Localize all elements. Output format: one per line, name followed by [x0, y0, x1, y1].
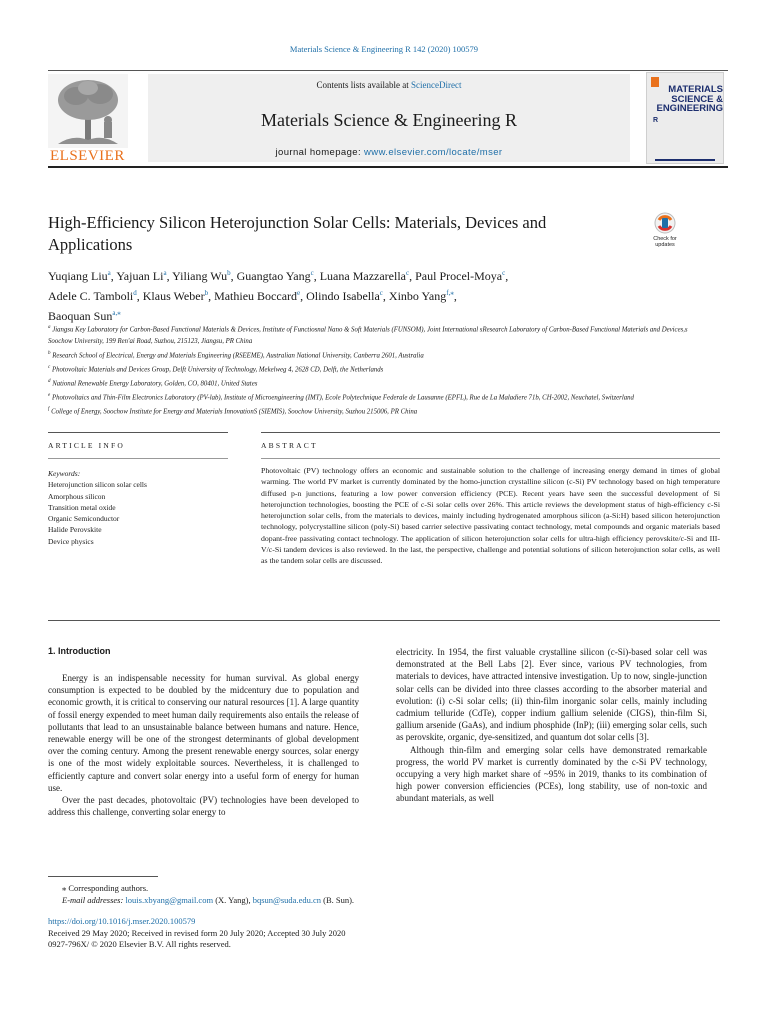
keyword: Transition metal oxide — [48, 502, 116, 512]
author[interactable]: Adele C. Tamboli$^d$ — [48, 289, 137, 303]
keyword: Heterojunction silicon solar cells — [48, 480, 147, 490]
check-for-updates-label[interactable]: Check for updates — [653, 236, 677, 248]
contents-prefix: Contents lists available at — [316, 80, 411, 90]
section-heading-introduction: 1. Introduction — [48, 646, 111, 656]
contents-line — [148, 80, 630, 90]
journal-cover-thumbnail[interactable] — [646, 72, 724, 164]
paragraph: electricity. In 1954, the first valuable crystalline silicon (c-Si)-based solar cell was demonstrated at the Bell Labs [2]. Ever since, various PV technologies, from materials to devices, have attracted intensive investigation. Up to now, single-junction solar cells can be divided into three classes according to the absorber material and evolution: (i) c-Si solar cells; (ii) thin-film inorganic solar cells, mainly including cadmium telluride (CdTe), copper indium gallium selenide (CIGS), thin-film Si, gallium arsenide (GaAs), and indium phosphide (InP); (iii) emerging solar cells, such as perovskite, organic, dye-sensitized, and quantum dot solar cells [3]. — [396, 647, 707, 743]
abstract-text: Photovoltaic (PV) technology offers an economic and sustainable solution to the challenge of increasing energy demand in times of global warming. The world PV market is currently dominated by the homo-junction crystalline silicon (c-Si) PV technology based on high temperature diffused p-n junctions, featuring a low power conversion efficiency (PCE). Recent years have seen the successful development of Si heterojunction technologies, boosting the PCE of c-Si solar cells over 26%. This article reviews the development status of high-efficiency c-Si heterojunction solar cells, from the materials to devices, mainly including hydrogenated amorphous silicon (a-Si:H) based silicon heterojunction technology, polycrystalline silicon (poly-Si) based carrier selective passivating contact technology, metal compounds and organic materials based dopant-free passivating contact technology. The application of silicon heterojunction solar cells for ultra-high efficiency perovskite/c-Si and III-V/c-Si tandem devices is also reviewed. In the last, the perspective, challenge and potential solutions of silicon heterojunction solar cells, as well as the tandem solar cells are discussed. — [261, 466, 720, 566]
article-info-rule — [48, 458, 228, 459]
affiliation: $^e$ Photovoltaics and Thin-Film Electronics Laboratory (PV-lab), Institute of Microengineering (IMT), Ecole Polytechnique Federale de Lausanne (EPFL), Rue de La Maladiere 71b, CH-2002, Neuchatel, Switzerland — [48, 393, 634, 402]
cover-letter: R — [653, 117, 659, 124]
copyright: 0927-796X/ © 2020 Elsevier B.V. All rights reserved. — [48, 939, 231, 949]
author[interactable]: Paul Procel-Moya$^c$ — [415, 269, 506, 283]
keyword: Device physics — [48, 536, 94, 546]
body-top-rule — [48, 620, 720, 621]
paragraph: Energy is an indispensable necessity for human survival. As global energy consumption is expected to be doubled by the midcentury due to population and economic growth, it is critical to conserving our natural resources [1]. A large quantity of fossil energy expended to meet human daily requirements also entails the release of pollutants that lead to an unsustainable balance between humans and nature. Hence, renewable energy will be one of the strongest determinants of global development over the coming century. Among the present renewable energy sources, solar energy is one of the most widely exploitable sources. Nevertheless, it is challenged to efficiently capture and convert solar energy into a useful form of energy for human use. — [48, 673, 359, 793]
doi-link[interactable]: https://doi.org/10.1016/j.mser.2020.100579 — [48, 916, 196, 926]
journal-masthead — [48, 70, 728, 167]
sciencedirect-link[interactable]: ScienceDirect — [411, 80, 462, 90]
affiliations — [48, 322, 708, 418]
right-column — [396, 646, 707, 805]
author[interactable]: Klaus Weber$^b$ — [142, 289, 209, 303]
masthead-top-rule — [48, 70, 728, 71]
keywords-label: Keywords: — [48, 469, 81, 478]
journal-name: Materials Science & Engineering R — [261, 110, 517, 130]
abstract-heading: ABSTRACT — [261, 441, 318, 450]
affiliation: $^d$ National Renewable Energy Laboratory, Golden, CO, 80401, United States — [48, 378, 258, 388]
article-info-heading: ARTICLE INFO — [48, 441, 125, 450]
abstract-rule — [261, 458, 720, 459]
article-title: High-Efficiency Silicon Heterojunction Solar Cells: Materials, Devices and Applications — [48, 213, 547, 254]
keyword: Amorphous silicon — [48, 491, 106, 501]
footnote-rule — [48, 876, 158, 877]
footnotes — [48, 882, 668, 906]
homepage-prefix: journal homepage: — [275, 147, 365, 158]
left-column — [48, 672, 359, 818]
received-dates: Received 29 May 2020; Received in revised form 20 July 2020; Accepted 30 July 2020 — [48, 927, 346, 938]
cover-title — [653, 85, 723, 114]
cover-bar — [655, 159, 715, 161]
keywords-block — [48, 468, 228, 547]
cover-title-line: SCIENCE & — [671, 93, 723, 105]
cover-title-line: MATERIALS — [668, 84, 723, 95]
keyword: Organic Semiconductor — [48, 514, 120, 524]
corresponding-note: ⁎ Corresponding authors. — [62, 883, 149, 893]
author[interactable]: Yiliang Wu$^b$ — [172, 269, 231, 283]
running-head — [0, 44, 768, 54]
running-head-link[interactable]: Materials Science & Engineering R 142 (2020) 100579 — [289, 44, 479, 54]
author[interactable]: Mathieu Boccard$^e$ — [214, 289, 301, 303]
author[interactable]: Baoquan Sun$^{a,⁎}$ — [48, 309, 121, 323]
affiliation: $^a$ Jiangsu Key Laboratory for Carbon-Based Functional Materials & Devices, Institute of Functiosnal Nano & Soft Materials (FUNSOM), Joint International sResearch Laboratory of Carbon-Based Functional Materials and Devices,s Soochow University, 199 Ren'ai Road, Suzhou, 215123, Jiangsu, PR China — [48, 325, 688, 346]
author-list: Yuqiang Liu$^a$, Yajuan Li$^a$, Yiliang Wu$^b$, Guangtao Yang$^c$, Luana Mazzarella$^c$, Paul Procel-Moya$^c$, Adele C. Tamboli$^d$, Klaus Weber$^b$, Mathieu Boccard$^e$, Olindo Isabella$^c$, Xinbo Yang$^{f,⁎}$, Baoquan Sun$^{a,⁎}$ — [48, 269, 509, 323]
author[interactable]: Guangtao Yang$^c$ — [236, 269, 314, 283]
homepage-link[interactable]: www.elsevier.com/locate/mser — [364, 147, 503, 158]
affiliation: $^f$ College of Energy, Soochow Institute for Energy and Materials InnovationS (SIEMIS), Soochow University, Suzhou 215006, PR China — [48, 407, 418, 416]
author[interactable]: Luana Mazzarella$^c$ — [319, 269, 410, 283]
affiliation: $^b$ Research School of Electrical, Energy and Materials Engineering (RSEEME), Australian National University, Canberra 2601, Australia — [48, 350, 424, 360]
cover-title-line: ENGINEERING — [656, 103, 723, 114]
author[interactable]: Olindo Isabella$^c$ — [306, 289, 383, 303]
email-link[interactable]: louis.xbyang@gmail.com — [125, 895, 214, 905]
author[interactable]: Yajuan Li$^a$ — [116, 269, 167, 283]
article-info-top-rule — [48, 432, 228, 433]
author[interactable]: Xinbo Yang$^{f,⁎}$ — [388, 289, 454, 303]
elsevier-wordmark[interactable]: ELSEVIER — [50, 148, 125, 164]
paragraph: Over the past decades, photovoltaic (PV) technologies have been developed to address this challenge, converting solar energy to — [48, 795, 359, 818]
email-link[interactable]: bqsun@suda.edu.cn — [252, 895, 321, 905]
author[interactable]: Yuqiang Liu$^a$ — [48, 269, 111, 283]
keyword: Halide Perovskite — [48, 525, 102, 535]
abstract-top-rule — [261, 432, 720, 433]
affiliation: $^c$ Photovoltaic Materials and Devices Group, Delft University of Technology, Mekelweg 4, 2628 CD, Delft, the Netherlands — [48, 364, 384, 374]
journal-homepage — [148, 147, 630, 158]
paragraph: Although thin-film and emerging solar cells have demonstrated remarkable progress, the world PV market is currently dominated by the c-Si PV technology, occupying a very high market share of ~95% in 2019, thanks to its combination of high power conversion efficiencies (PCEs), long stability, use of non-toxic and abundant materials, as well — [396, 744, 707, 804]
email-addresses: E-mail addresses: louis.xbyang@gmail.com (X. Yang), bqsun@suda.edu.cn (B. Sun). — [62, 895, 355, 905]
masthead-center-panel — [148, 74, 630, 162]
publication-info — [48, 916, 668, 951]
masthead-bottom-rule — [48, 166, 728, 168]
